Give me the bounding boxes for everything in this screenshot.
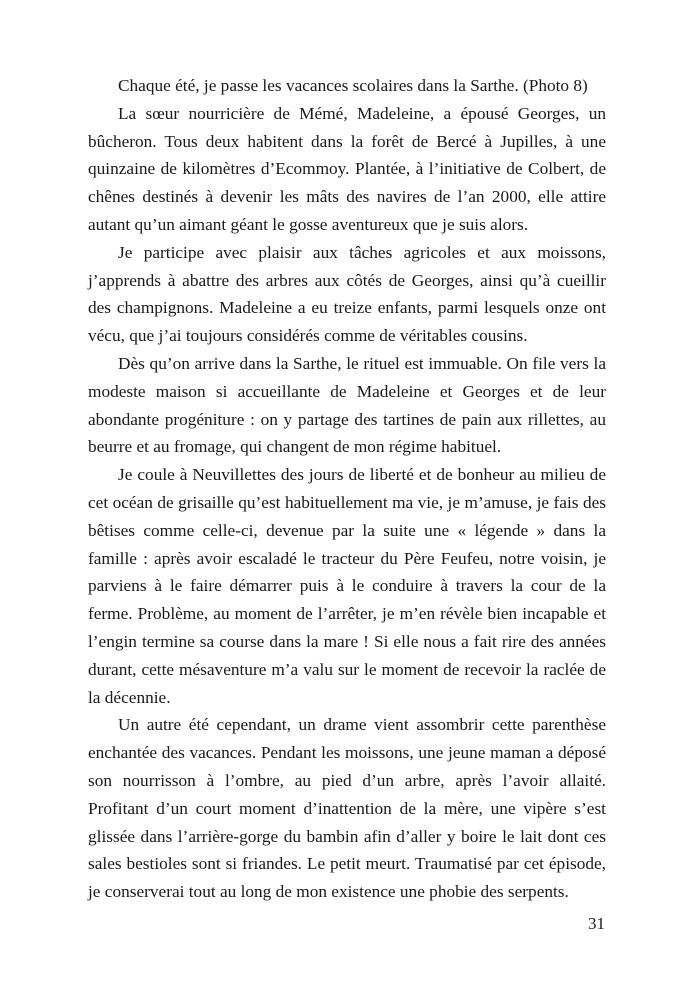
page-number: 31 bbox=[588, 914, 605, 933]
body-text bbox=[88, 72, 606, 906]
paragraph-3: Je participe avec plaisir aux tâches agricoles et aux moissons, j’apprends à abattre des arbres aux côtés de Georges, ainsi qu’à cueillir des champignons. Madeleine a eu treize enfants, parmi lesquels onze ont vécu, que j’ai toujours considérés comme de véritables cousins. bbox=[88, 242, 606, 346]
paragraph-6: Un autre été cependant, un drame vient assombrir cette parenthèse enchantée des vacances. Pendant les moissons, une jeune maman a déposé son nourrisson à l’ombre, au pied d’un arbre, après l’avoir allaité. Profitant d’un court moment d’inattention de la mère, une vipère s’est glissée dans l’arrière-gorge du bambin afin d’aller y boire le lait dont ces sales bestioles sont si friandes. Le petit meurt. Traumatisé par cet épisode, je conserverai tout au long de mon existence une phobie des serpents. bbox=[88, 715, 606, 902]
paragraph-4: Dès qu’on arrive dans la Sarthe, le rituel est immuable. On file vers la modeste maison si accueillante de Madeleine et Georges et de leur abondante progéniture : on y partage des tartines de pain aux rillettes, au beurre et au fromage, qui changent de mon régime habituel. bbox=[88, 353, 606, 457]
paragraph-1: Chaque été, je passe les vacances scolaires dans la Sarthe. (Photo 8) bbox=[118, 76, 588, 95]
paragraph-2: La sœur nourricière de Mémé, Madeleine, a épousé Georges, un bûcheron. Tous deux habitent dans la forêt de Bercé à Jupilles, à une quinzaine de kilomètres d’Ecommoy. Plantée, à l’initiative de Colbert, de chênes destinés à devenir les mâts des navires de l’an 2000, elle attire autant qu’un aimant géant le gosse aventureux que je suis alors. bbox=[88, 103, 606, 234]
paragraph-5: Je coule à Neuvillettes des jours de liberté et de bonheur au milieu de cet océan de grisaille qu’est habituellement ma vie, je m’amuse, je fais des bêtises comme celle-ci, devenue par la suite une « légende » dans la famille : après avoir escaladé le tracteur du Père Feufeu, notre voisin, je parviens à le faire démarrer puis à le conduire à travers la cour de la ferme. Problème, au moment de l’arrêter, je m’en révèle bien incapable et l’engin termine sa course dans la mare ! Si elle nous a fait rire des années durant, cette mésaventure m’a valu sur le moment de recevoir la raclée de la décennie. bbox=[88, 465, 606, 707]
